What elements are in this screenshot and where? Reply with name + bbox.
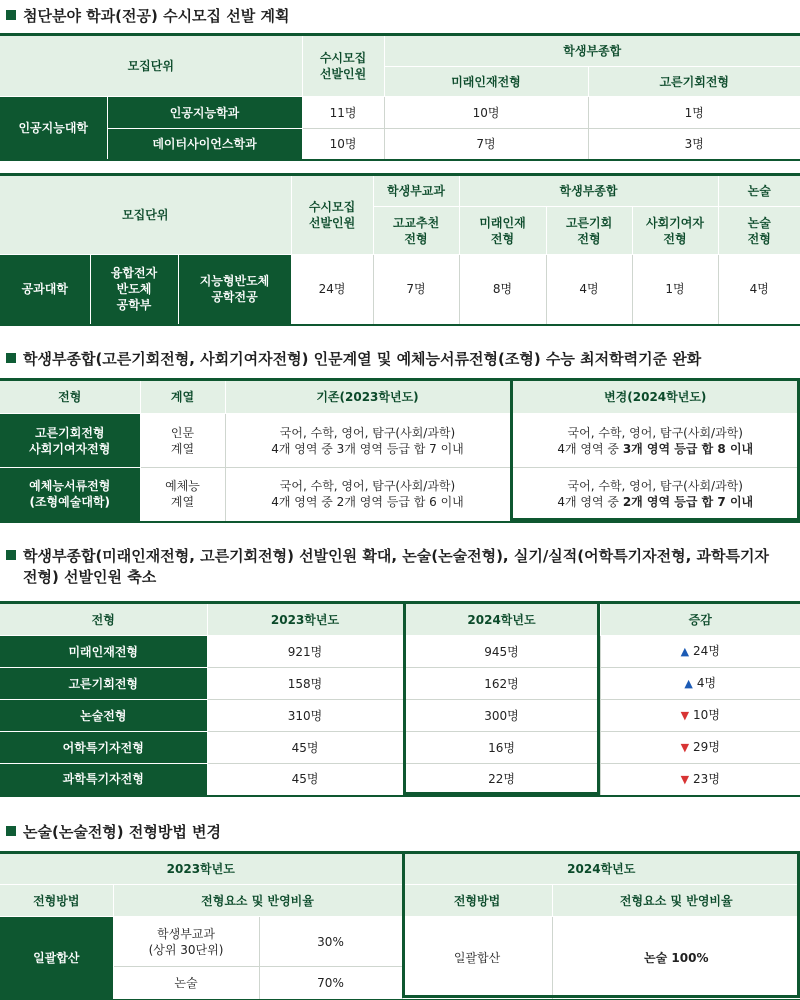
type-cell: 고른기회전형 사회기여자전형 bbox=[0, 414, 140, 468]
y2024-cell: 22명 bbox=[403, 764, 600, 796]
header-unit: 모집단위 bbox=[0, 175, 291, 255]
section-title-2: 학생부종합(고른기회전형, 사회기여자전형) 인문계열 및 예체능서류전형(조형) 수능 최저학력기준 완화 bbox=[6, 349, 701, 370]
header-gogyo: 고교추천 전형 bbox=[373, 207, 459, 255]
table-csat-minimum bbox=[0, 378, 800, 523]
header-diff: 증감 bbox=[600, 603, 800, 636]
header-seats: 수시모집 선발인원 bbox=[291, 175, 373, 255]
type-cell: 과학특기자전형 bbox=[0, 764, 207, 796]
header-factor: 전형요소 및 반영비율 bbox=[113, 885, 402, 917]
type-cell: 미래인재전형 bbox=[0, 636, 207, 668]
mirae-cell: 8명 bbox=[459, 255, 546, 325]
bullet-square-icon bbox=[6, 353, 16, 363]
method-cell: 일괄합산 bbox=[0, 917, 113, 1000]
table-essay-method bbox=[0, 851, 800, 1000]
decrease-triangle-icon: ▼ bbox=[680, 741, 690, 754]
dept-cell: 인공지능학과 bbox=[107, 97, 302, 129]
major-cell: 지능형반도체 공학전공 bbox=[178, 255, 291, 325]
mirae-cell: 10명 bbox=[384, 97, 588, 129]
y2023-cell: 158명 bbox=[207, 668, 403, 700]
header-method: 전형방법 bbox=[0, 885, 113, 917]
sahoe-cell: 1명 bbox=[632, 255, 718, 325]
gogyo-cell: 7명 bbox=[373, 255, 459, 325]
type-cell: 예체능서류전형 (조형예술대학) bbox=[0, 468, 140, 522]
college-cell: 공과대학 bbox=[0, 255, 90, 325]
new-criteria-cell: 국어, 수학, 영어, 탐구(사회/과학) 4개 영역 중 2개 영역 등급 합 7 이내 bbox=[510, 468, 800, 522]
y2024-cell: 300명 bbox=[403, 700, 600, 732]
dept-cell: 데이터사이언스학과 bbox=[107, 129, 302, 160]
bullet-square-icon bbox=[6, 10, 16, 20]
header-comprehensive: 학생부종합 bbox=[459, 175, 718, 207]
goreun-cell: 4명 bbox=[546, 255, 632, 325]
header-goreun: 고른기회 전형 bbox=[546, 207, 632, 255]
y2024-cell: 945명 bbox=[403, 636, 600, 668]
section-title-1: 첨단분야 학과(전공) 수시모집 선발 계획 bbox=[6, 6, 289, 27]
old-criteria-cell: 국어, 수학, 영어, 탐구(사회/과학) 4개 영역 중 3개 영역 등급 합 7 이내 bbox=[225, 414, 510, 468]
new-criteria-cell: 국어, 수학, 영어, 탐구(사회/과학) 4개 영역 중 3개 영역 등급 합 8 이내 bbox=[510, 414, 800, 468]
table-selection-plan-ai bbox=[0, 33, 800, 161]
method-cell: 일괄합산 bbox=[402, 917, 552, 1000]
header-seats: 수시모집 선발인원 bbox=[302, 35, 384, 97]
diff-cell: ▲ 24명 bbox=[600, 636, 800, 668]
decrease-triangle-icon: ▼ bbox=[680, 709, 690, 722]
ratio-cell: 30% bbox=[259, 917, 402, 967]
bullet-square-icon bbox=[6, 550, 16, 560]
decrease-triangle-icon: ▼ bbox=[680, 772, 690, 786]
type-cell: 고른기회전형 bbox=[0, 668, 207, 700]
factor-cell: 논술 100% bbox=[552, 917, 800, 1000]
type-cell: 논술전형 bbox=[0, 700, 207, 732]
diff-cell: ▼ 10명 bbox=[600, 700, 800, 732]
table-selection-change bbox=[0, 601, 800, 797]
table-selection-plan-semiconductor bbox=[0, 173, 800, 326]
header-old: 기존(2023학년도) bbox=[225, 380, 510, 414]
factor-cell: 학생부교과 (상위 30단위) bbox=[113, 917, 259, 967]
y2023-cell: 310명 bbox=[207, 700, 403, 732]
header-essay-type: 논술 전형 bbox=[718, 207, 800, 255]
header-2023: 2023학년도 bbox=[207, 603, 403, 636]
diff-cell: ▼ 23명 bbox=[600, 764, 800, 796]
header-unit: 모집단위 bbox=[0, 35, 302, 97]
header-track: 계열 bbox=[140, 380, 225, 414]
y2023-cell: 921명 bbox=[207, 636, 403, 668]
header-comprehensive: 학생부종합 bbox=[384, 35, 800, 67]
header-method: 전형방법 bbox=[402, 885, 552, 917]
header-factor: 전형요소 및 반영비율 bbox=[552, 885, 800, 917]
header-goreun: 고른기회전형 bbox=[588, 67, 800, 97]
mirae-cell: 7명 bbox=[384, 129, 588, 160]
track-cell: 인문 계열 bbox=[140, 414, 225, 468]
y2024-cell: 162명 bbox=[403, 668, 600, 700]
section-title-3: 학생부종합(미래인재전형, 고른기회전형) 선발인원 확대, 논술(논술전형), 실기/실적(어학특기자전형, 과학특기자 전형) 선발인원 축소 bbox=[6, 546, 769, 588]
type-cell: 어학특기자전형 bbox=[0, 732, 207, 764]
header-gyogwa: 학생부교과 bbox=[373, 175, 459, 207]
y2023-cell: 45명 bbox=[207, 764, 403, 796]
header-essay: 논술 bbox=[718, 175, 800, 207]
diff-cell: ▲ 4명 bbox=[600, 668, 800, 700]
factor-cell: 논술 bbox=[113, 967, 259, 1000]
header-mirae: 미래인재 전형 bbox=[459, 207, 546, 255]
essay-cell: 4명 bbox=[718, 255, 800, 325]
track-cell: 예체능 계열 bbox=[140, 468, 225, 522]
old-criteria-cell: 국어, 수학, 영어, 탐구(사회/과학) 4개 영역 중 2개 영역 등급 합 6 이내 bbox=[225, 468, 510, 522]
y2024-cell: 16명 bbox=[403, 732, 600, 764]
y2023-cell: 45명 bbox=[207, 732, 403, 764]
seats-cell: 24명 bbox=[291, 255, 373, 325]
header-2024: 2024학년도 bbox=[403, 603, 600, 636]
increase-triangle-icon: ▲ bbox=[684, 677, 693, 690]
increase-triangle-icon: ▲ bbox=[680, 645, 690, 658]
section-title-4: 논술(논술전형) 전형방법 변경 bbox=[6, 822, 221, 843]
header-sahoe: 사회기여자 전형 bbox=[632, 207, 718, 255]
ratio-cell: 70% bbox=[259, 967, 402, 1000]
header-2023: 2023학년도 bbox=[0, 853, 402, 885]
header-new: 변경(2024학년도) bbox=[510, 380, 800, 414]
college-cell: 인공지능대학 bbox=[0, 97, 107, 160]
goreun-cell: 3명 bbox=[588, 129, 800, 160]
seats-cell: 11명 bbox=[302, 97, 384, 129]
header-type: 전형 bbox=[0, 603, 207, 636]
goreun-cell: 1명 bbox=[588, 97, 800, 129]
division-cell: 융합전자 반도체 공학부 bbox=[90, 255, 178, 325]
header-2024: 2024학년도 bbox=[402, 853, 800, 885]
seats-cell: 10명 bbox=[302, 129, 384, 160]
header-type: 전형 bbox=[0, 380, 140, 414]
bullet-square-icon bbox=[6, 826, 16, 836]
diff-cell: ▼ 29명 bbox=[600, 732, 800, 764]
header-mirae: 미래인재전형 bbox=[384, 67, 588, 97]
